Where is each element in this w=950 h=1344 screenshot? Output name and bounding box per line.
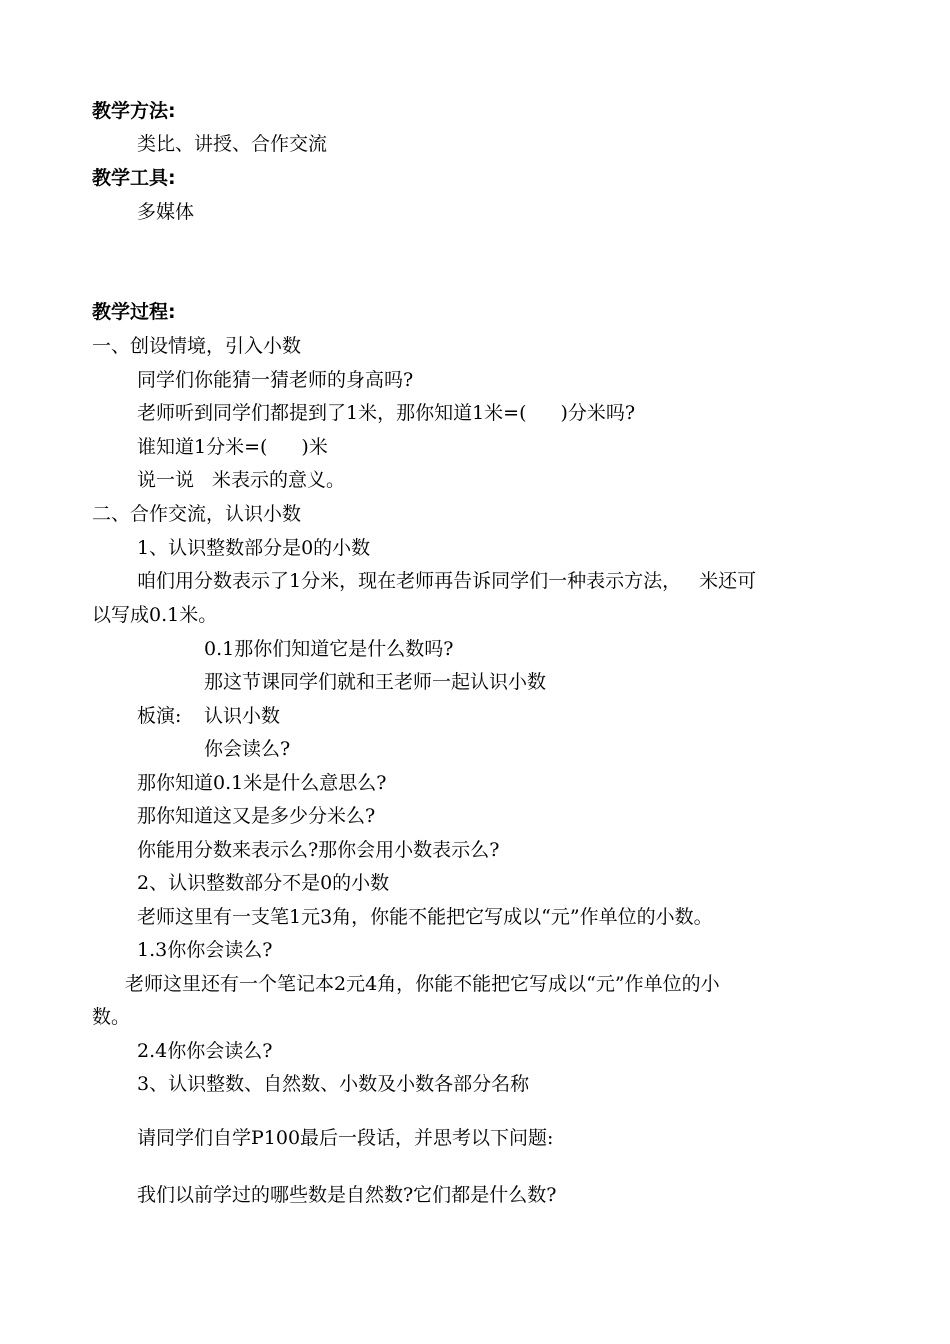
paragraph1-line1 (137, 569, 756, 593)
question-8: 2.4你你会读么? (137, 1040, 273, 1062)
p1-part-a: 咱们用分数表示了1分米，现在老师再告诉同学们一种表示方法， (137, 570, 682, 592)
line3-part-a: 谁知道1分米=( (137, 436, 268, 458)
section1-title: 一、创设情境，引入小数 (92, 335, 302, 357)
p1-part-b: 米还可 (699, 570, 757, 592)
paragraph3-line2: 数。 (92, 1006, 131, 1028)
line2-part-b: )分米吗? (560, 402, 636, 424)
board-text: 认识小数 (204, 705, 281, 727)
paragraph5: 我们以前学过的哪些数是自然数?它们都是什么数? (137, 1184, 557, 1206)
subsection1-title: 1、认识整数部分是0的小数 (137, 537, 371, 559)
question-3: 你会读么? (204, 738, 291, 760)
question-1: 0.1那你们知道它是什么数吗? (204, 638, 454, 660)
process-heading: 教学过程: (92, 301, 176, 323)
line2-part-a: 老师听到同学们都提到了1米，那你知道1米=( (137, 402, 527, 424)
section1-line1: 同学们你能猜一猜老师的身高吗? (137, 369, 414, 391)
paragraph4: 请同学们自学P100最后一段话，并思考以下问题: (137, 1127, 554, 1149)
question-6: 你能用分数来表示么?那你会用小数表示么? (137, 839, 500, 861)
board-label: 板演: (137, 705, 182, 727)
paragraph2: 老师这里有一支笔1元3角，你能不能把它写成以“元”作单位的小数。 (137, 906, 713, 928)
section1-line3 (137, 435, 328, 459)
line3-part-b: )米 (301, 436, 328, 458)
question-2: 那这节课同学们就和王老师一起认识小数 (204, 671, 547, 693)
section1-line4 (137, 468, 345, 492)
paragraph3-line1: 老师这里还有一个笔记本2元4角，你能不能把它写成以“元”作单位的小 (125, 973, 720, 995)
section1-line2 (137, 401, 635, 425)
line4-part-a: 说一说 (137, 469, 195, 491)
question-5: 那你知道这又是多少分米么? (137, 805, 376, 827)
method-heading: 教学方法: (92, 100, 176, 122)
paragraph1-line2: 以写成0.1米。 (92, 604, 218, 626)
method-content: 类比、讲授、合作交流 (137, 133, 328, 155)
subsection3-title: 3、认识整数、自然数、小数及小数各部分名称 (137, 1073, 530, 1095)
question-4: 那你知道0.1米是什么意思么? (137, 772, 387, 794)
question-7: 1.3你你会读么? (137, 939, 273, 961)
section2-title: 二、合作交流，认识小数 (92, 503, 302, 525)
subsection2-title: 2、认识整数部分不是0的小数 (137, 872, 390, 894)
tools-content: 多媒体 (137, 201, 195, 223)
tools-heading: 教学工具: (92, 167, 176, 189)
line4-part-b: 米表示的意义。 (212, 469, 346, 491)
